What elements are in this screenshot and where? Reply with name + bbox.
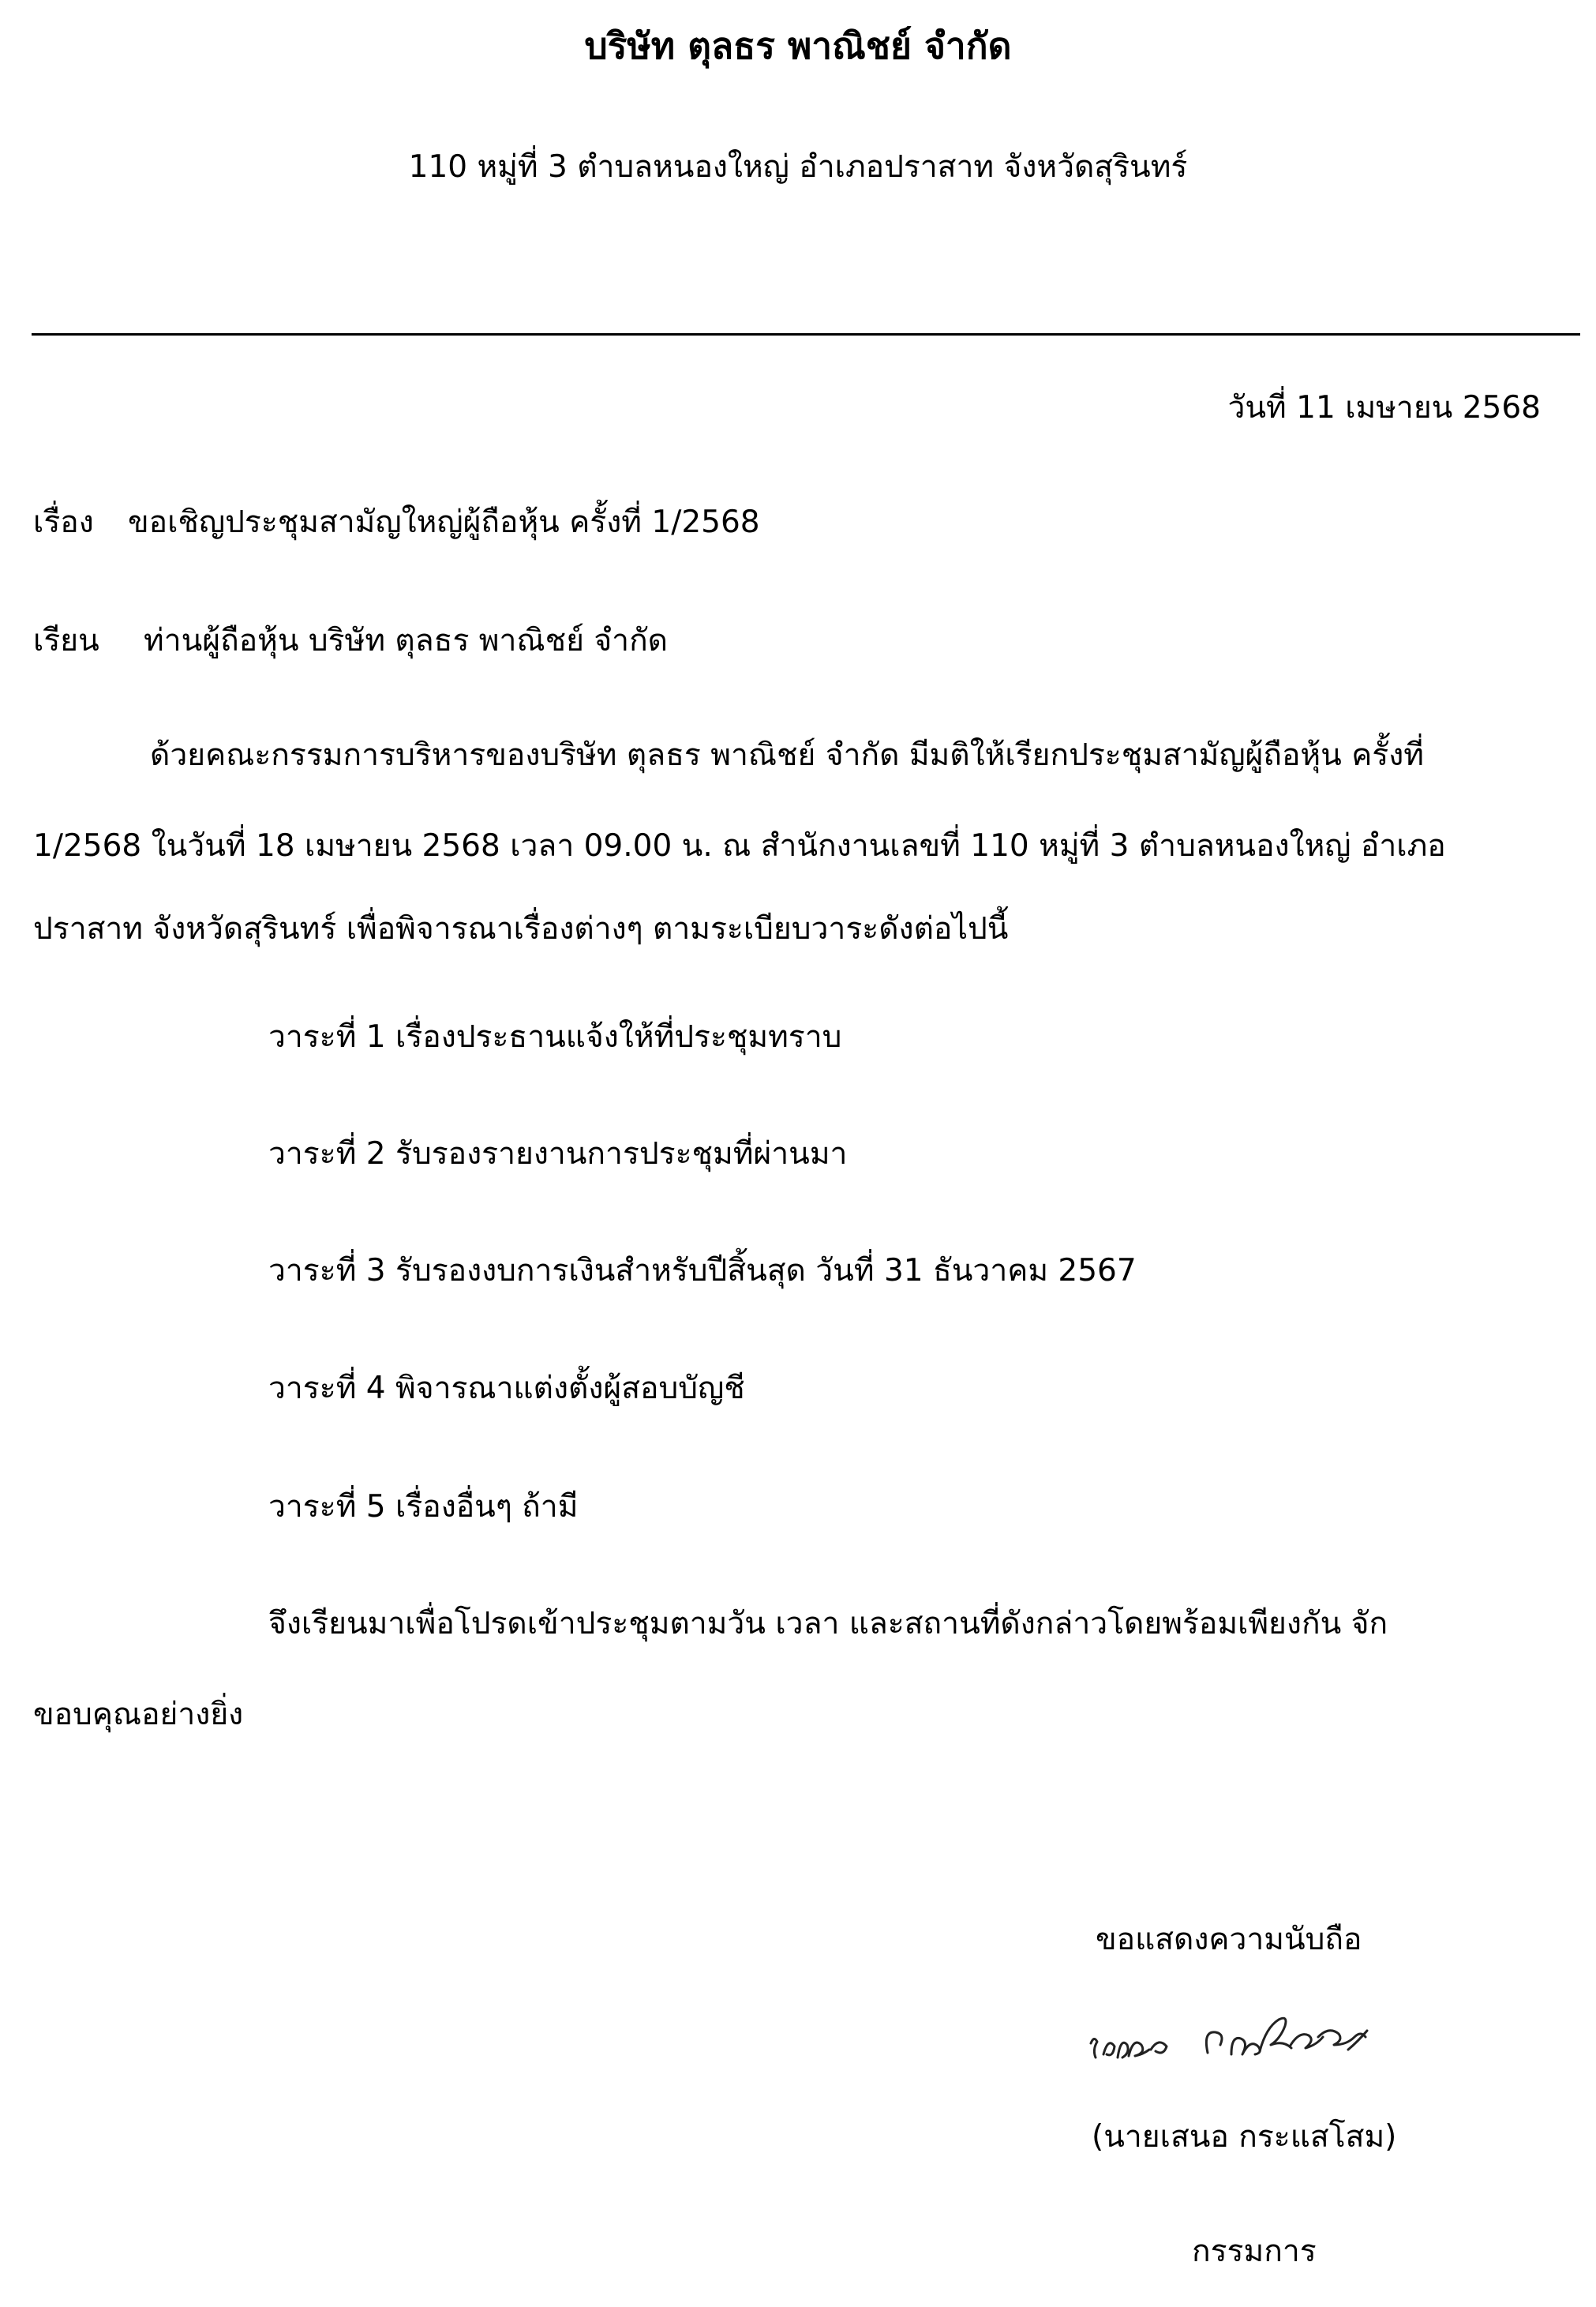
- subject-row: [33, 497, 760, 546]
- subject-text: ขอเชิญประชุมสามัญใหญ่ผู้ถือหุ้น ครั้งที่ 1/2568: [128, 505, 760, 540]
- agenda-item-4: วาระที่ 4 พิจารณาแต่งตั้งผู้สอบบัญชี: [268, 1371, 745, 1406]
- recipient-row: [33, 616, 668, 665]
- body-paragraph-line: ด้วยคณะกรรมการบริหารของบริษัท ตุลธร พาณิชย์ จำกัด มีมติให้เรียกประชุมสามัญผู้ถือหุ้น ครั้งที่: [150, 737, 1424, 773]
- sign-off: ขอแสดงความนับถือ: [1096, 1922, 1362, 1957]
- company-address: 110 หมู่ที่ 3 ตำบลหนองใหญ่ อำเภอปราสาท จังหวัดสุรินทร์: [408, 149, 1188, 185]
- agenda-item-3: วาระที่ 3 รับรองงบการเงินสำหรับปีสิ้นสุด วันที่ 31 ธันวาคม 2567: [268, 1253, 1137, 1289]
- signer-name: (นายเสนอ กระแสโสม): [1092, 2119, 1397, 2155]
- handwritten-signature: [1081, 1982, 1413, 2084]
- recipient-text: ท่านผู้ถือหุ้น บริษัท ตุลธร พาณิชย์ จำกัด: [144, 623, 669, 658]
- closing-paragraph-line: ขอบคุณอย่างยิ่ง: [33, 1697, 244, 1732]
- agenda-item-5: วาระที่ 5 เรื่องอื่นๆ ถ้ามี: [268, 1489, 579, 1525]
- signer-title: กรรมการ: [1192, 2234, 1317, 2269]
- agenda-item-1: วาระที่ 1 เรื่องประธานแจ้งให้ที่ประชุมทราบ: [268, 1019, 842, 1055]
- company-name: บริษัท ตุลธร พาณิชย์ จำกัด: [584, 24, 1012, 67]
- agenda-item-2: วาระที่ 2 รับรองรายงานการประชุมที่ผ่านมา: [268, 1136, 848, 1172]
- header-divider: [32, 333, 1580, 336]
- body-paragraph-line: 1/2568 ในวันที่ 18 เมษายน 2568 เวลา 09.00 น. ณ สำนักงานเลขที่ 110 หมู่ที่ 3 ตำบลหนองใหญ่ อำเภอ: [33, 828, 1446, 864]
- recipient-label: เรียน: [33, 623, 99, 658]
- body-paragraph-line: ปราสาท จังหวัดสุรินทร์ เพื่อพิจารณาเรื่องต่างๆ ตามระเบียบวาระดังต่อไปนี้: [33, 911, 1009, 947]
- subject-label: เรื่อง: [33, 505, 94, 540]
- closing-paragraph-line: จึงเรียนมาเพื่อโปรดเข้าประชุมตามวัน เวลา และสถานที่ดังกล่าวโดยพร้อมเพียงกัน จัก: [268, 1606, 1388, 1641]
- letter-date: วันที่ 11 เมษายน 2568: [1227, 390, 1541, 426]
